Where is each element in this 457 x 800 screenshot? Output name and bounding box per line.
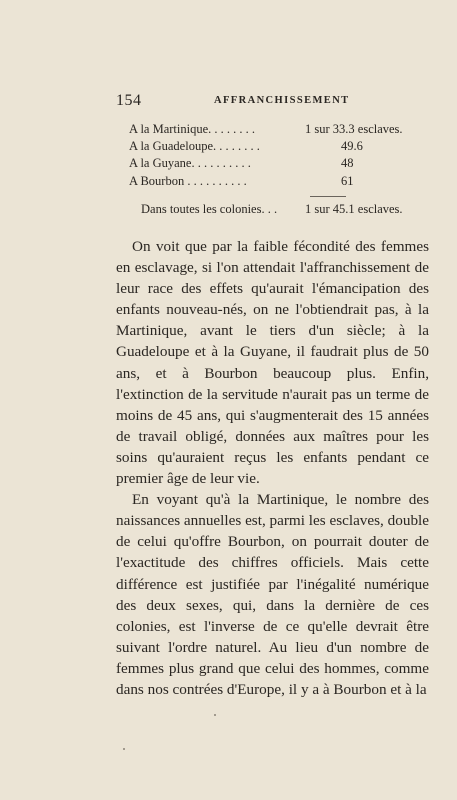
ratio-label: A Bourbon . . . . . . . . . . <box>129 173 247 188</box>
body-text <box>116 236 429 700</box>
total-divider <box>310 196 346 197</box>
paragraph: En voyant qu'à la Martinique, le nombre des naissances annuelles est, parmi les esclaves, double de celui qu'offre Bourbon, on pourrait douter de l'exactitude des chiffres officiels. Mais cette différence est justifiée par l'inégalité numérique des deux sexes, qui, dans la dernière de ces colonies, est l'inverse de ce qu'elle devrait être suivant l'ordre naturel. Au lieu d'un nombre de femmes plus grand que celui des hommes, comme dans nos contrées d'Europe, il y a à Bourbon et à la <box>116 491 429 698</box>
ratio-label: A la Guyane. . . . . . . . . . <box>129 156 251 171</box>
ratio-row-martinique <box>129 121 429 138</box>
paper-speck <box>123 748 125 750</box>
ratio-value: 48 <box>341 156 354 171</box>
paper-speck <box>214 714 216 716</box>
ratio-row-guyane <box>129 155 429 172</box>
birth-ratio-table <box>129 121 429 190</box>
total-label: Dans toutes les colonies. . . <box>141 202 278 216</box>
ratio-value: 61 <box>341 173 354 188</box>
ratio-row-bourbon <box>129 173 429 190</box>
ratio-row-total <box>141 200 431 218</box>
page-number: 154 <box>116 92 142 109</box>
paragraph: On voit que par la faible fécondité des femmes en esclavage, si l'on attendait l'affranchissement de leur race des effets qu'aurait l'émancipation des enfants nouveau-nés, on ne l'obtiendrait pas, à la Martinique, avant le tiers d'un siècle; à la Guadeloupe et à la Guyane, il faudrait plus de 50 ans, et à Bourbon beaucoup plus. Enfin, l'extinction de la servitude n'aurait pas un terme de moins de 45 ans, qui s'augmenterait des 15 années de travail obligé, données aux maîtres pour les soins qu'auraient reçus les enfants pendant ce premier âge de leur vie. <box>116 238 429 488</box>
ratio-value: 49.6 <box>341 139 363 154</box>
ratio-label: A la Guadeloupe. . . . . . . . <box>129 139 260 154</box>
page-header <box>116 92 428 112</box>
ratio-label: A la Martinique. . . . . . . . <box>129 122 256 136</box>
total-value: 1 sur 45.1 esclaves. <box>305 202 403 216</box>
running-title: AFFRANCHISSEMENT <box>214 95 350 106</box>
ratio-value: 1 sur 33.3 esclaves. <box>305 122 403 136</box>
ratio-row-guadeloupe <box>129 138 429 155</box>
